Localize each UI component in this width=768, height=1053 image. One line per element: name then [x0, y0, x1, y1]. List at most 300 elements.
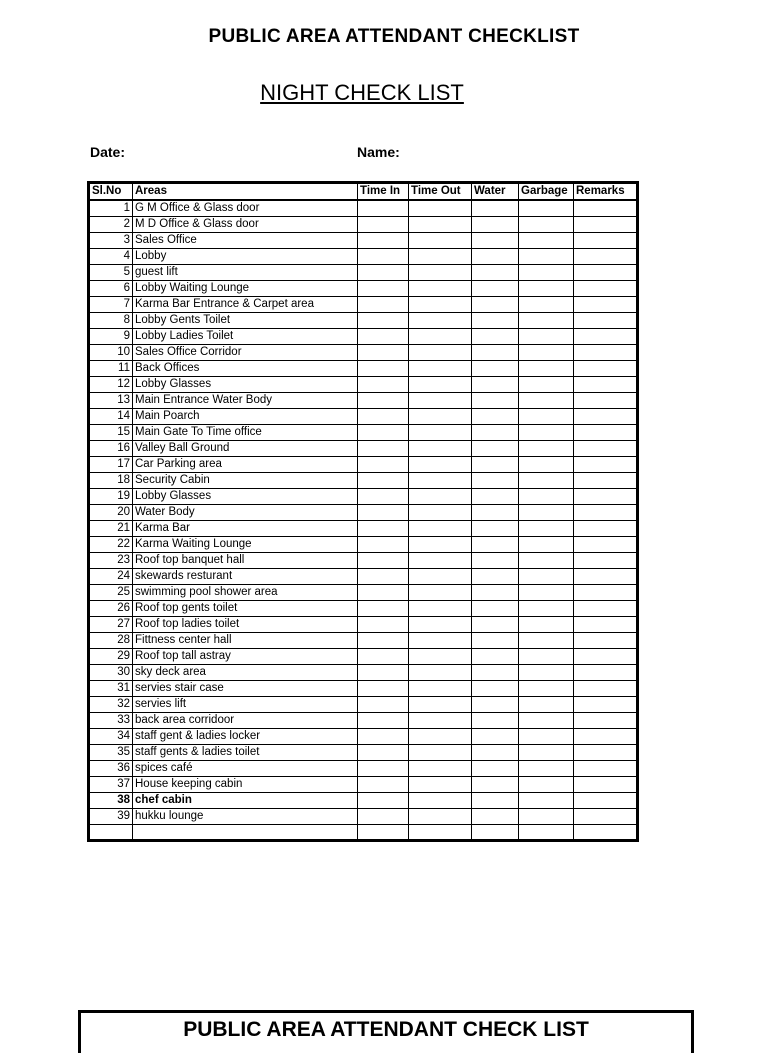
row-number: 8: [89, 313, 133, 329]
time-out-cell[interactable]: [409, 521, 472, 537]
time-in-cell[interactable]: [358, 697, 409, 713]
garbage-cell[interactable]: [519, 553, 574, 569]
garbage-cell[interactable]: [519, 633, 574, 649]
time-in-cell[interactable]: [358, 521, 409, 537]
table-row: [89, 713, 638, 729]
table-row: [89, 697, 638, 713]
time-in-cell[interactable]: [358, 441, 409, 457]
garbage-cell[interactable]: [519, 329, 574, 345]
row-number: 6: [89, 281, 133, 297]
table-row: [89, 489, 638, 505]
time-out-cell[interactable]: [409, 393, 472, 409]
time-out-cell[interactable]: [409, 249, 472, 265]
remarks-cell[interactable]: [574, 537, 638, 553]
row-area: Lobby Glasses: [133, 377, 358, 393]
table-header-row: [89, 183, 638, 201]
garbage-cell[interactable]: [519, 745, 574, 761]
time-in-cell[interactable]: [358, 729, 409, 745]
time-out-cell[interactable]: [409, 345, 472, 361]
remarks-cell[interactable]: [574, 713, 638, 729]
table-row: [89, 473, 638, 489]
time-out-cell[interactable]: [409, 537, 472, 553]
time-in-cell[interactable]: [358, 569, 409, 585]
remarks-cell[interactable]: [574, 313, 638, 329]
time-in-cell[interactable]: [358, 457, 409, 473]
time-in-cell[interactable]: [358, 281, 409, 297]
table-row: [89, 297, 638, 313]
remarks-cell[interactable]: [574, 777, 638, 793]
row-number: 21: [89, 521, 133, 537]
row-number: 35: [89, 745, 133, 761]
time-in-cell[interactable]: [358, 489, 409, 505]
water-cell[interactable]: [472, 441, 519, 457]
table-row: [89, 393, 638, 409]
time-in-cell[interactable]: [358, 745, 409, 761]
remarks-cell[interactable]: [574, 329, 638, 345]
garbage-cell[interactable]: [519, 537, 574, 553]
garbage-cell[interactable]: [519, 505, 574, 521]
remarks-cell[interactable]: [574, 265, 638, 281]
row-area: skewards resturant: [133, 569, 358, 585]
row-number: 19: [89, 489, 133, 505]
water-cell[interactable]: [472, 569, 519, 585]
row-area: servies lift: [133, 697, 358, 713]
time-in-cell[interactable]: [358, 329, 409, 345]
garbage-cell[interactable]: [519, 313, 574, 329]
remarks-cell[interactable]: [574, 697, 638, 713]
time-in-cell[interactable]: [358, 217, 409, 233]
remarks-cell[interactable]: [574, 249, 638, 265]
table-row: [89, 665, 638, 681]
water-cell[interactable]: [472, 665, 519, 681]
row-area: Water Body: [133, 505, 358, 521]
time-out-cell[interactable]: [409, 457, 472, 473]
table-row: [89, 361, 638, 377]
row-number: 20: [89, 505, 133, 521]
row-area: Security Cabin: [133, 473, 358, 489]
row-area: Roof top gents toilet: [133, 601, 358, 617]
row-area: swimming pool shower area: [133, 585, 358, 601]
row-number: 12: [89, 377, 133, 393]
garbage-cell[interactable]: [519, 297, 574, 313]
remarks-cell[interactable]: [574, 361, 638, 377]
row-area: sky deck area: [133, 665, 358, 681]
remarks-cell[interactable]: [574, 473, 638, 489]
row-area: Roof top tall astray: [133, 649, 358, 665]
remarks-cell[interactable]: [574, 377, 638, 393]
remarks-cell[interactable]: [574, 633, 638, 649]
water-cell[interactable]: [472, 521, 519, 537]
garbage-cell[interactable]: [519, 601, 574, 617]
water-cell[interactable]: [472, 409, 519, 425]
garbage-cell[interactable]: [519, 265, 574, 281]
row-number: 27: [89, 617, 133, 633]
water-cell[interactable]: [472, 777, 519, 793]
column-header-garbage: Garbage: [519, 183, 574, 201]
garbage-cell[interactable]: [519, 249, 574, 265]
table-row: [89, 681, 638, 697]
time-in-cell[interactable]: [358, 585, 409, 601]
row-number: 4: [89, 249, 133, 265]
table-row: [89, 729, 638, 745]
garbage-cell[interactable]: [519, 617, 574, 633]
table-row: [89, 265, 638, 281]
row-area: Lobby Gents Toilet: [133, 313, 358, 329]
garbage-cell[interactable]: [519, 489, 574, 505]
water-cell[interactable]: [472, 537, 519, 553]
row-number: 28: [89, 633, 133, 649]
row-number: 16: [89, 441, 133, 457]
water-cell[interactable]: [472, 553, 519, 569]
time-out-cell[interactable]: [409, 793, 472, 809]
water-cell[interactable]: [472, 200, 519, 217]
water-cell[interactable]: [472, 393, 519, 409]
row-number: 32: [89, 697, 133, 713]
time-out-cell[interactable]: [409, 713, 472, 729]
time-out-cell[interactable]: [409, 553, 472, 569]
checklist-body: [89, 200, 638, 841]
remarks-cell[interactable]: [574, 665, 638, 681]
row-area: Main Gate To Time office: [133, 425, 358, 441]
time-in-cell[interactable]: [358, 713, 409, 729]
water-cell[interactable]: [472, 601, 519, 617]
row-number: 26: [89, 601, 133, 617]
remarks-cell[interactable]: [574, 489, 638, 505]
table-row: [89, 457, 638, 473]
time-in-cell[interactable]: [358, 825, 409, 841]
water-cell[interactable]: [472, 697, 519, 713]
remarks-cell[interactable]: [574, 761, 638, 777]
garbage-cell[interactable]: [519, 585, 574, 601]
time-out-cell[interactable]: [409, 825, 472, 841]
water-cell[interactable]: [472, 265, 519, 281]
table-row: [89, 537, 638, 553]
garbage-cell[interactable]: [519, 729, 574, 745]
row-area: Sales Office: [133, 233, 358, 249]
garbage-cell[interactable]: [519, 569, 574, 585]
time-out-cell[interactable]: [409, 329, 472, 345]
table-row: [89, 777, 638, 793]
row-area: Lobby Glasses: [133, 489, 358, 505]
garbage-cell[interactable]: [519, 825, 574, 841]
row-number: 36: [89, 761, 133, 777]
water-cell[interactable]: [472, 217, 519, 233]
row-number: 1: [89, 200, 133, 217]
garbage-cell[interactable]: [519, 441, 574, 457]
water-cell[interactable]: [472, 633, 519, 649]
water-cell[interactable]: [472, 585, 519, 601]
remarks-cell[interactable]: [574, 281, 638, 297]
time-out-cell[interactable]: [409, 681, 472, 697]
column-header-water: Water: [472, 183, 519, 201]
row-area: Lobby: [133, 249, 358, 265]
garbage-cell[interactable]: [519, 409, 574, 425]
water-cell[interactable]: [472, 457, 519, 473]
remarks-cell[interactable]: [574, 649, 638, 665]
time-out-cell[interactable]: [409, 761, 472, 777]
remarks-cell[interactable]: [574, 425, 638, 441]
row-area: Karma Waiting Lounge: [133, 537, 358, 553]
remarks-cell[interactable]: [574, 409, 638, 425]
remarks-cell[interactable]: [574, 393, 638, 409]
water-cell[interactable]: [472, 617, 519, 633]
time-out-cell[interactable]: [409, 601, 472, 617]
time-in-cell[interactable]: [358, 377, 409, 393]
water-cell[interactable]: [472, 745, 519, 761]
table-row: [89, 569, 638, 585]
table-row: [89, 745, 638, 761]
time-out-cell[interactable]: [409, 777, 472, 793]
remarks-cell[interactable]: [574, 825, 638, 841]
time-out-cell[interactable]: [409, 505, 472, 521]
water-cell[interactable]: [472, 505, 519, 521]
remarks-cell[interactable]: [574, 200, 638, 217]
garbage-cell[interactable]: [519, 793, 574, 809]
remarks-cell[interactable]: [574, 521, 638, 537]
time-in-cell[interactable]: [358, 425, 409, 441]
time-in-cell[interactable]: [358, 537, 409, 553]
time-out-cell[interactable]: [409, 217, 472, 233]
row-number: 34: [89, 729, 133, 745]
remarks-cell[interactable]: [574, 617, 638, 633]
row-area: Car Parking area: [133, 457, 358, 473]
remarks-cell[interactable]: [574, 345, 638, 361]
time-in-cell[interactable]: [358, 617, 409, 633]
row-area: House keeping cabin: [133, 777, 358, 793]
table-row: [89, 441, 638, 457]
time-out-cell[interactable]: [409, 377, 472, 393]
row-number: 25: [89, 585, 133, 601]
garbage-cell[interactable]: [519, 473, 574, 489]
remarks-cell[interactable]: [574, 809, 638, 825]
time-out-cell[interactable]: [409, 585, 472, 601]
table-row: [89, 425, 638, 441]
garbage-cell[interactable]: [519, 521, 574, 537]
water-cell[interactable]: [472, 329, 519, 345]
remarks-cell[interactable]: [574, 601, 638, 617]
time-out-cell[interactable]: [409, 297, 472, 313]
time-in-cell[interactable]: [358, 473, 409, 489]
table-row: [89, 409, 638, 425]
time-out-cell[interactable]: [409, 313, 472, 329]
garbage-cell[interactable]: [519, 457, 574, 473]
time-out-cell[interactable]: [409, 633, 472, 649]
remarks-cell[interactable]: [574, 729, 638, 745]
garbage-cell[interactable]: [519, 217, 574, 233]
water-cell[interactable]: [472, 681, 519, 697]
garbage-cell[interactable]: [519, 233, 574, 249]
row-area: Sales Office Corridor: [133, 345, 358, 361]
garbage-cell[interactable]: [519, 777, 574, 793]
row-number: 31: [89, 681, 133, 697]
row-number: 2: [89, 217, 133, 233]
row-number: [89, 825, 133, 841]
row-area: Fittness center hall: [133, 633, 358, 649]
row-area: Roof top ladies toilet: [133, 617, 358, 633]
document-subtitle: NIGHT CHECK LIST: [260, 80, 464, 105]
time-in-cell[interactable]: [358, 665, 409, 681]
remarks-cell[interactable]: [574, 793, 638, 809]
row-number: 7: [89, 297, 133, 313]
garbage-cell[interactable]: [519, 425, 574, 441]
garbage-cell[interactable]: [519, 697, 574, 713]
water-cell[interactable]: [472, 809, 519, 825]
table-row: [89, 633, 638, 649]
row-area: back area corridoor: [133, 713, 358, 729]
water-cell[interactable]: [472, 361, 519, 377]
table-row: [89, 345, 638, 361]
row-number: 30: [89, 665, 133, 681]
remarks-cell[interactable]: [574, 233, 638, 249]
time-in-cell[interactable]: [358, 633, 409, 649]
row-number: 11: [89, 361, 133, 377]
time-in-cell[interactable]: [358, 265, 409, 281]
row-number: 17: [89, 457, 133, 473]
water-cell[interactable]: [472, 313, 519, 329]
time-in-cell[interactable]: [358, 761, 409, 777]
time-out-cell[interactable]: [409, 409, 472, 425]
row-number: 29: [89, 649, 133, 665]
time-out-cell[interactable]: [409, 441, 472, 457]
water-cell[interactable]: [472, 249, 519, 265]
checklist-table: [87, 181, 639, 842]
column-header-sl-no: Sl.No: [89, 183, 133, 201]
table-row: [89, 521, 638, 537]
water-cell[interactable]: [472, 825, 519, 841]
water-cell[interactable]: [472, 281, 519, 297]
table-row: [89, 553, 638, 569]
time-out-cell[interactable]: [409, 361, 472, 377]
time-in-cell[interactable]: [358, 553, 409, 569]
remarks-cell[interactable]: [574, 297, 638, 313]
time-out-cell[interactable]: [409, 265, 472, 281]
water-cell[interactable]: [472, 377, 519, 393]
table-row: [89, 329, 638, 345]
time-out-cell[interactable]: [409, 745, 472, 761]
water-cell[interactable]: [472, 425, 519, 441]
time-out-cell[interactable]: [409, 617, 472, 633]
time-in-cell[interactable]: [358, 809, 409, 825]
time-out-cell[interactable]: [409, 729, 472, 745]
time-in-cell[interactable]: [358, 361, 409, 377]
time-out-cell[interactable]: [409, 489, 472, 505]
time-in-cell[interactable]: [358, 777, 409, 793]
garbage-cell[interactable]: [519, 681, 574, 697]
table-row: [89, 601, 638, 617]
time-out-cell[interactable]: [409, 473, 472, 489]
table-row: [89, 233, 638, 249]
date-label: Date:: [90, 144, 126, 160]
water-cell[interactable]: [472, 649, 519, 665]
table-row: [89, 761, 638, 777]
water-cell[interactable]: [472, 297, 519, 313]
water-cell[interactable]: [472, 473, 519, 489]
remarks-cell[interactable]: [574, 585, 638, 601]
time-in-cell[interactable]: [358, 345, 409, 361]
table-row: [89, 809, 638, 825]
time-out-cell[interactable]: [409, 649, 472, 665]
water-cell[interactable]: [472, 729, 519, 745]
name-label: Name:: [357, 144, 400, 160]
garbage-cell[interactable]: [519, 345, 574, 361]
time-out-cell[interactable]: [409, 233, 472, 249]
row-area: Karma Bar: [133, 521, 358, 537]
garbage-cell[interactable]: [519, 809, 574, 825]
row-number: 15: [89, 425, 133, 441]
time-out-cell[interactable]: [409, 569, 472, 585]
time-in-cell[interactable]: [358, 505, 409, 521]
table-row: [89, 505, 638, 521]
time-in-cell[interactable]: [358, 200, 409, 217]
water-cell[interactable]: [472, 713, 519, 729]
row-area: Lobby Waiting Lounge: [133, 281, 358, 297]
row-area: staff gents & ladies toilet: [133, 745, 358, 761]
garbage-cell[interactable]: [519, 281, 574, 297]
water-cell[interactable]: [472, 489, 519, 505]
time-out-cell[interactable]: [409, 281, 472, 297]
water-cell[interactable]: [472, 233, 519, 249]
remarks-cell[interactable]: [574, 553, 638, 569]
remarks-cell[interactable]: [574, 681, 638, 697]
time-in-cell[interactable]: [358, 649, 409, 665]
row-area: Main Poarch: [133, 409, 358, 425]
table-row: [89, 377, 638, 393]
garbage-cell[interactable]: [519, 713, 574, 729]
time-out-cell[interactable]: [409, 697, 472, 713]
table-row: [89, 281, 638, 297]
garbage-cell[interactable]: [519, 665, 574, 681]
garbage-cell[interactable]: [519, 200, 574, 217]
water-cell[interactable]: [472, 345, 519, 361]
garbage-cell[interactable]: [519, 649, 574, 665]
remarks-cell[interactable]: [574, 457, 638, 473]
remarks-cell[interactable]: [574, 745, 638, 761]
table-row: [89, 617, 638, 633]
remarks-cell[interactable]: [574, 441, 638, 457]
water-cell[interactable]: [472, 793, 519, 809]
time-in-cell[interactable]: [358, 393, 409, 409]
garbage-cell[interactable]: [519, 361, 574, 377]
garbage-cell[interactable]: [519, 393, 574, 409]
time-out-cell[interactable]: [409, 665, 472, 681]
row-number: 37: [89, 777, 133, 793]
garbage-cell[interactable]: [519, 761, 574, 777]
column-header-time-out: Time Out: [409, 183, 472, 201]
time-in-cell[interactable]: [358, 233, 409, 249]
remarks-cell[interactable]: [574, 217, 638, 233]
time-in-cell[interactable]: [358, 793, 409, 809]
time-in-cell[interactable]: [358, 601, 409, 617]
time-out-cell[interactable]: [409, 200, 472, 217]
time-in-cell[interactable]: [358, 297, 409, 313]
row-area: spices café: [133, 761, 358, 777]
time-in-cell[interactable]: [358, 249, 409, 265]
row-area: servies stair case: [133, 681, 358, 697]
column-header-remarks: Remarks: [574, 183, 638, 201]
time-in-cell[interactable]: [358, 313, 409, 329]
garbage-cell[interactable]: [519, 377, 574, 393]
row-area: guest lift: [133, 265, 358, 281]
remarks-cell[interactable]: [574, 505, 638, 521]
time-in-cell[interactable]: [358, 681, 409, 697]
time-out-cell[interactable]: [409, 425, 472, 441]
water-cell[interactable]: [472, 761, 519, 777]
row-area: chef cabin: [133, 793, 358, 809]
table-row: [89, 313, 638, 329]
time-in-cell[interactable]: [358, 409, 409, 425]
time-out-cell[interactable]: [409, 809, 472, 825]
remarks-cell[interactable]: [574, 569, 638, 585]
